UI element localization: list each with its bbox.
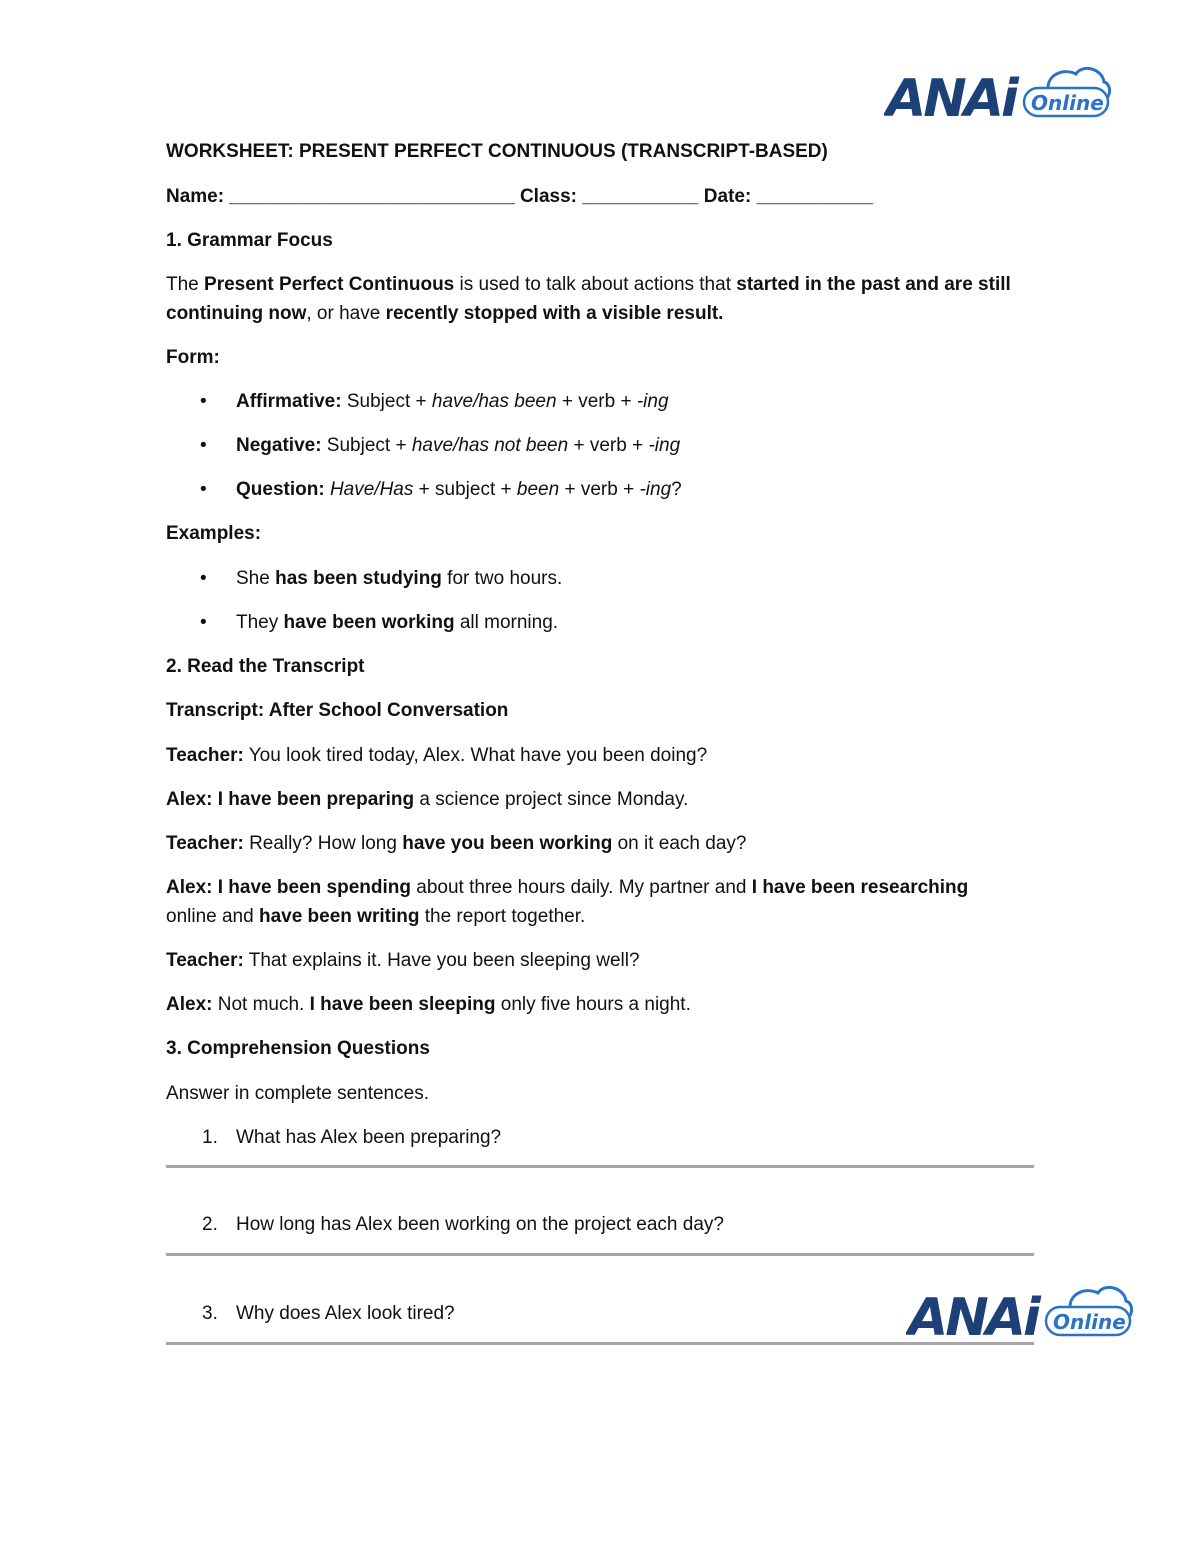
transcript-line [166, 745, 707, 767]
intro-text: is used to talk about actions that [454, 274, 737, 295]
dialogue: only five hours a night. [495, 994, 691, 1015]
speaker: Teacher: [166, 745, 244, 766]
bullet-icon: • [200, 479, 207, 500]
intro-text: The [166, 274, 205, 295]
section-heading-grammar: 1. Grammar Focus [166, 230, 333, 251]
section-heading-questions: 3. Comprehension Questions [166, 1038, 430, 1059]
transcript-line [166, 789, 688, 811]
form-suffix: -ing [636, 391, 669, 412]
form-type: Question: [236, 479, 325, 500]
class-label: Class: [519, 186, 577, 207]
question-number: 1. [202, 1127, 218, 1148]
example-item [236, 568, 562, 590]
svg-text:ANAi: ANAi [886, 69, 1016, 122]
question-text: What has Alex been preparing? [236, 1127, 502, 1148]
dialogue: That explains it. Have you been sleeping well? [243, 950, 640, 971]
section-heading-transcript: 2. Read the Transcript [166, 656, 365, 677]
dialogue-verb: I have been researching [751, 877, 969, 898]
form-text: Subject + [341, 391, 432, 412]
svg-text:Online: Online [1053, 1310, 1126, 1334]
dialogue: on it each day? [612, 833, 747, 854]
class-blank[interactable]: ___________ [582, 186, 699, 207]
form-suffix: -ing [648, 435, 681, 456]
bullet-icon: • [200, 612, 207, 633]
questions-instruction: Answer in complete sentences. [166, 1083, 429, 1104]
dialogue-verb: I have been spending [212, 877, 411, 898]
example-text: They [236, 612, 284, 633]
anai-online-logo [884, 66, 1112, 122]
form-text: + verb + [556, 391, 637, 412]
transcript-title: Transcript: After School Conversation [166, 700, 509, 721]
speaker: Alex: [166, 789, 213, 810]
dialogue: Not much. [212, 994, 310, 1015]
dialogue: a science project since Monday. [414, 789, 689, 810]
form-type: Negative: [236, 435, 322, 456]
answer-line[interactable] [166, 1342, 1034, 1345]
name-blank[interactable]: ___________________________ [229, 186, 515, 207]
dialogue-verb: I have been sleeping [309, 994, 496, 1015]
transcript-line [166, 950, 640, 972]
form-aux: Have/Has [329, 479, 414, 500]
question-number: 2. [202, 1214, 218, 1235]
example-verb: have been working [283, 612, 455, 633]
intro-emphasis: started in the past and are still [736, 274, 1011, 295]
form-negative [236, 435, 680, 457]
form-text: + subject + [413, 479, 517, 500]
form-text: + verb + [568, 435, 649, 456]
svg-text:ANAi: ANAi [908, 1288, 1038, 1341]
form-suffix: -ing [639, 479, 672, 500]
intro-term: Present Perfect Continuous [204, 274, 455, 295]
dialogue: about three hours daily. My partner and [410, 877, 752, 898]
bullet-icon: • [200, 568, 207, 589]
speaker: Teacher: [166, 833, 244, 854]
examples-label: Examples: [166, 523, 262, 544]
form-text: ? [671, 479, 682, 500]
form-aux: been [516, 479, 560, 500]
bullet-icon: • [200, 391, 207, 412]
example-text: all morning. [454, 612, 559, 633]
example-text: for two hours. [441, 568, 563, 589]
form-question [236, 479, 682, 501]
speaker: Alex: [166, 877, 213, 898]
dialogue: the report together. [419, 906, 586, 927]
transcript-line-continued [166, 906, 585, 928]
bullet-icon: • [200, 435, 207, 456]
intro-emphasis: continuing now [166, 303, 307, 324]
header-fields [166, 186, 873, 208]
form-aux: have/has not been [411, 435, 569, 456]
form-aux: have/has been [431, 391, 557, 412]
dialogue: online and [166, 906, 259, 927]
question-number: 3. [202, 1303, 218, 1324]
dialogue-verb: have you been working [402, 833, 613, 854]
example-verb: has been studying [275, 568, 442, 589]
date-label: Date: [703, 186, 752, 207]
transcript-line [166, 833, 746, 855]
svg-text:Online: Online [1031, 91, 1104, 115]
grammar-intro-line-2 [166, 303, 723, 325]
answer-line[interactable] [166, 1165, 1034, 1168]
form-text: + verb + [559, 479, 640, 500]
example-text: She [236, 568, 276, 589]
form-text: Subject + [321, 435, 412, 456]
dialogue: Really? How long [243, 833, 403, 854]
form-affirmative [236, 391, 669, 413]
speaker: Teacher: [166, 950, 244, 971]
intro-text: , or have [306, 303, 386, 324]
date-blank[interactable]: ___________ [756, 186, 873, 207]
transcript-line [166, 877, 968, 899]
example-item [236, 612, 558, 634]
answer-line[interactable] [166, 1253, 1034, 1256]
dialogue-verb: I have been preparing [212, 789, 415, 810]
dialogue-verb: have been writing [258, 906, 420, 927]
question-text: Why does Alex look tired? [236, 1303, 455, 1324]
question-text: How long has Alex been working on the project each day? [236, 1214, 724, 1235]
anai-online-logo-footer [906, 1285, 1134, 1341]
transcript-line [166, 994, 691, 1016]
dialogue: You look tired today, Alex. What have you been doing? [243, 745, 708, 766]
grammar-intro-line-1 [166, 274, 1011, 296]
name-label: Name: [166, 186, 225, 207]
intro-text: . [718, 303, 724, 324]
speaker: Alex: [166, 994, 213, 1015]
intro-emphasis: recently stopped with a visible result [385, 303, 719, 324]
form-label: Form: [166, 347, 220, 368]
form-type: Affirmative: [236, 391, 342, 412]
worksheet-title: WORKSHEET: PRESENT PERFECT CONTINUOUS (TRANSCRIPT-BASED) [166, 141, 828, 162]
